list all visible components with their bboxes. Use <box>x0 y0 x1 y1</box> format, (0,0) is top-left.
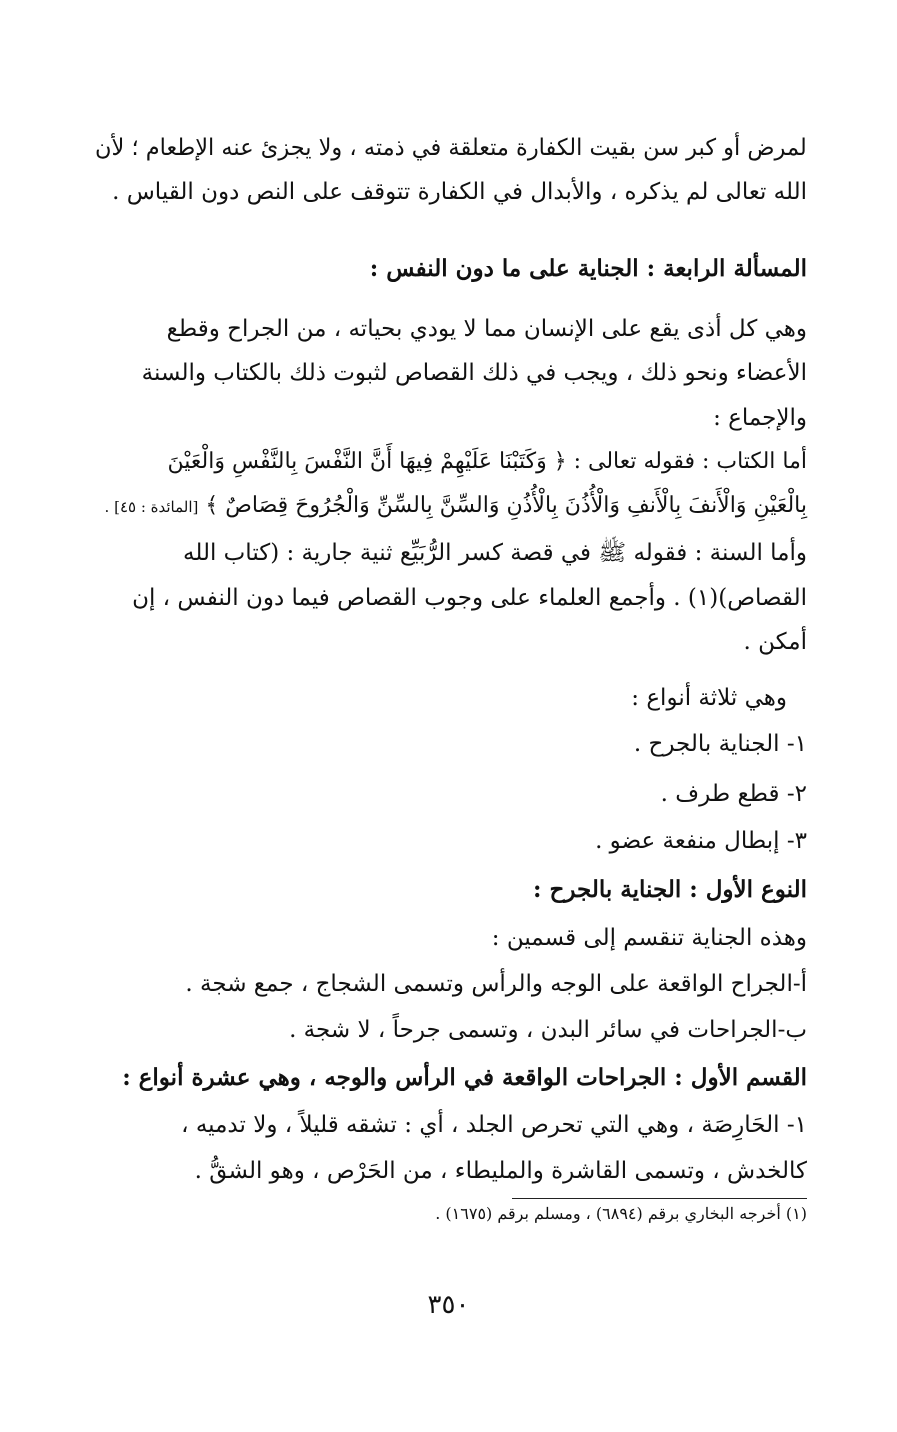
text-line: الأعضاء ونحو ذلك ، ويجب في ذلك القصاص لثبوت ذلك بالكتاب والسنة <box>141 360 807 386</box>
page-number: ٣٥٠ <box>427 1290 470 1320</box>
text-line: القصاص)(١) . وأجمع العلماء على وجوب القصاص فيما دون النفس ، إن <box>132 585 807 611</box>
text-line: كالخدش ، وتسمى القاشرة والمليطاء ، من الحَرْص ، وهو الشقُّ . <box>194 1158 807 1184</box>
section-heading: النوع الأول : الجناية بالجرح : <box>532 876 807 903</box>
list-item: ١- الجناية بالجرح . <box>633 731 807 757</box>
text-line: وهذه الجناية تنقسم إلى قسمين : <box>491 925 807 951</box>
section-heading: المسألة الرابعة : الجناية على ما دون النفس : <box>369 255 807 282</box>
text-line: لمرض أو كبر سن بقيت الكفارة متعلقة في ذمته ، ولا يجزئ عنه الإطعام ؛ لأن <box>95 135 807 161</box>
quran-line <box>105 486 807 527</box>
list-item: ٣- إبطال منفعة عضو . <box>595 828 807 854</box>
list-item: ٢- قطع طرف . <box>660 781 807 807</box>
section-heading: القسم الأول : الجراحات الواقعة في الرأس والوجه ، وهي عشرة أنواع : <box>122 1064 807 1091</box>
text-line: وهي كل أذى يقع على الإنسان مما لا يودي بحياته ، من الجراح وقطع <box>166 316 807 342</box>
text-line: ١- الحَارِصَة ، وهي التي تحرص الجلد ، أي : تشقه قليلاً ، ولا تدميه ، <box>181 1112 807 1138</box>
quran-text: بِالْعَيْنِ وَالْأَنفَ بِالْأَنفِ وَالْأُذُنَ بِالْأُذُنِ وَالسِّنَّ بِالسِّنِّ وَالْجُرُوحَ قِصَاصٌ ﴾ <box>205 493 807 518</box>
text-line: أمكن . <box>743 629 807 655</box>
text-line: وهي ثلاثة أنواع : <box>631 685 787 711</box>
list-item: ب-الجراحات في سائر البدن ، وتسمى جرحاً ، لا شجة . <box>289 1017 807 1043</box>
text-line: وأما السنة : فقوله ﷺ في قصة كسر الرُّبَيِّع ثنية جارية : (كتاب الله <box>183 540 807 566</box>
footnote: (١) أخرجه البخاري برقم (٦٨٩٤) ، ومسلم برقم (١٦٧٥) . <box>435 1204 807 1223</box>
text-line: والإجماع : <box>713 405 807 431</box>
list-item: أ-الجراح الواقعة على الوجه والرأس وتسمى الشجاج ، جمع شجة . <box>185 971 807 997</box>
footnote-divider <box>512 1198 807 1199</box>
quran-reference: [المائدة : ٤٥] . <box>104 498 199 516</box>
quran-line: أما الكتاب : فقوله تعالى : ﴿ وَكَتَبْنَا عَلَيْهِمْ فِيهَا أَنَّ النَّفْسَ بِالنَّفْسِ وَالْعَيْنَ <box>167 449 807 474</box>
text-line: الله تعالى لم يذكره ، والأبدال في الكفارة تتوقف على النص دون القياس . <box>112 179 807 205</box>
